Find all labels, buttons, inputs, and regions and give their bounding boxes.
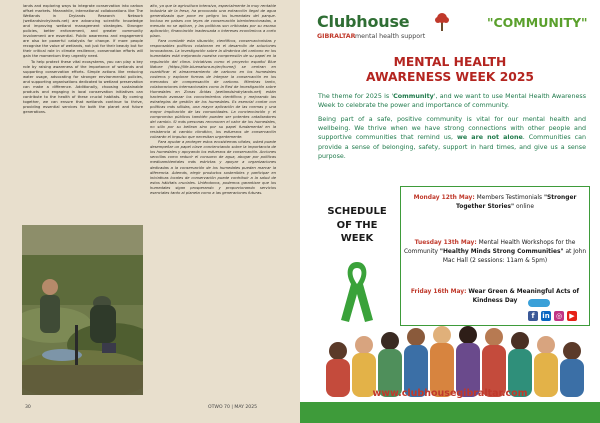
title-line: AWARENESS WEEK 2025	[366, 70, 534, 84]
intro-emphasis: Community	[393, 93, 434, 100]
paragraph: To help protect these vital ecosystems, you can play a key role by raising awareness of the importance of wetlands and supporting conservation efforts. Simple actions like reducing water usage, advocating for stronger environmental policies, and supporting organisations dedicated to wetland preservation can make a difference. Additionally, choosing sustainable products and engaging in local conservation initiatives can contribute to the health of these crucial habitats. By coming together, we can ensure that wetlands continue to thrive, providing essential services for both the planet and future generations.	[23, 59, 143, 114]
instagram-icon[interactable]: ◎	[555, 312, 563, 320]
schedule-event: "Stronger Together Stories"	[456, 195, 577, 210]
intro-paragraph	[318, 115, 586, 161]
intro-text: ', and we want to use Mental Health Awareness Week to celebrate the power and importance of community.	[318, 93, 586, 110]
intro-paragraph	[318, 92, 586, 110]
intro-text: The theme for 2025 is '	[318, 93, 394, 100]
green-ribbon-icon	[337, 254, 377, 324]
schedule-text: Mental Health Workshops for the Community	[403, 240, 576, 255]
schedule-heading-line: OF THE	[336, 219, 378, 231]
schedule-heading	[323, 205, 391, 246]
tree-icon	[434, 12, 450, 32]
schedule-heading-line: SCHEDULE	[327, 206, 387, 217]
paragraph: alto, ya que la agricultura intensiva, especialmente la muy rentable industria de la fresa, ha provocado una extracción ilegal de agua generalizada que pone en peligro los humedales del parque. Incluso en países con leyes de conservación bienintencionadas, a menudo no se aplican, y las políticas son criticadas por su escaso aplicación, financiación inadecuada o intereses económicos a corto plazo.	[150, 4, 276, 39]
schedule-event: "Healthy Minds Strong Communities"	[439, 248, 564, 255]
intro-text: Being part of a safe, positive community is vital for our mental health and wellbeing. We thrive when we have strong connections with other people and supportive communities that remind us,	[318, 116, 586, 142]
youtube-icon[interactable]: ▶	[567, 311, 577, 321]
magazine-issue: OTWO 70 | MAY 2025	[208, 405, 258, 410]
schedule-heading-line: WEEK	[340, 233, 374, 244]
title-line: MENTAL HEALTH	[393, 55, 507, 69]
schedule-item	[400, 194, 590, 212]
paragraph: Para combatir esta situación, científicos, conservacionistas y responsables políticos colaboran en el desarrollo de soluciones innovadoras. La investigación sobre la dinámica del carbono en los humedales está mejorando nuestra comprensión de su papel en la regulación del clima. Iniciativas como el proyecto español Blue Nature (https://life-bluenatura.eu/en/home/) se centran en cuantificar el almacenamiento de carbono en los humedales costeros y explorar formas de integrar la conservación en los mercados de compensación de carbono. Mientras tanto, colaboraciones internacionales como la Red de Investigación sobre Humedales en Zonas Áridas (wetlandsindrylands.net) están haciendo avanzar los conocimientos científicos y mejorando las estrategias de gestión de los humedales. Es esencial contar con políticas más sólidas, una mayor aplicación de las normas y una mayor implicación de las comunidades. La concienciación y el compromiso públicos también pueden ser potentes catalizadores del cambio. Si más personas reconocen el valor de los humedales, no sólo por su belleza sino por su papel fundamental en la resistencia al cambio climático, los esfuerzos de conservación cobrarán el impulso que necesitan urgentemente.	[150, 39, 276, 140]
clubhouse-badge-icon	[528, 299, 550, 307]
schedule-item	[400, 239, 590, 265]
article-column-spanish	[150, 4, 276, 196]
paragraph: lands and exploring ways to integrate conservation into carbon offset markets. Meanwhile, international collaborations like The Wetlands in Drylands Research Network (wetlandsindrylands.net) are advancing scientific knowledge and improving wetland management strategies. Stronger policies, better enforcement, and greater community involvement are essential. Public awareness and engagement are also be powerful catalysts for change. If more people recognise the value of wetlands, not just for their beauty but for their critical role in climate resilience, conservation efforts will gain the momentum they urgently need.	[23, 4, 143, 59]
intro-text: . Communities can provide a sense of belonging, safety, support in hard times, and give us a sense purpose.	[318, 134, 586, 160]
linkedin-icon[interactable]: in	[542, 312, 550, 320]
logo-wordmark: Clubhouse	[317, 12, 410, 31]
logo-tagline: mental health support	[355, 33, 426, 40]
community-crowd-illustration	[320, 315, 600, 397]
facebook-icon[interactable]: f	[528, 311, 538, 321]
article-column-english	[23, 4, 143, 115]
logo-gibraltar: GIBRALTAR	[317, 33, 356, 40]
clubhouse-logo	[317, 12, 472, 52]
community-tag: "COMMUNITY"	[487, 15, 588, 30]
website-link[interactable]: www.clubhousegibraltar.com	[372, 388, 528, 399]
footer-bar	[300, 402, 600, 423]
wetland-fieldwork-photo	[22, 225, 143, 395]
schedule-text: Members Testimonials	[474, 195, 544, 201]
intro-emphasis: we are not alone	[457, 134, 523, 142]
schedule-day: Monday 12th May:	[413, 195, 475, 201]
schedule-day: Friday 16th May:	[410, 289, 467, 295]
page-number: 30	[25, 405, 31, 410]
page-title	[300, 55, 600, 85]
schedule-day: Tuesday 13th May:	[414, 240, 477, 246]
paragraph: Para ayudar a proteger estos ecosistemas vitales, usted puede desempeñar un papel clave concienciando sobre la importancia de los humedales y apoyando los esfuerzos de conservación. Acciones sencillas como reducir el consumo de agua, abogar por políticas medioambientales más estrictas y apoyar a organizaciones dedicadas a la conservación de los humedales pueden marcar la diferencia. Además, elegir productos sostenibles y participar en iniciativas locales de conservación puede contribuir a la salud de estos hábitats cruciales. Uniéndonos, podemos garantizar que los humedales sigan prosperando y proporcionando servicios esenciales tanto al planeta como a las generaciones futuras.	[150, 140, 276, 195]
schedule-event: Wear Green & Meaningful Acts of Kindness Day	[468, 289, 580, 304]
schedule-text: at John Mac Hall (2 sessions: 11am & 5pm)	[442, 248, 587, 264]
schedule-text: online	[514, 203, 534, 210]
